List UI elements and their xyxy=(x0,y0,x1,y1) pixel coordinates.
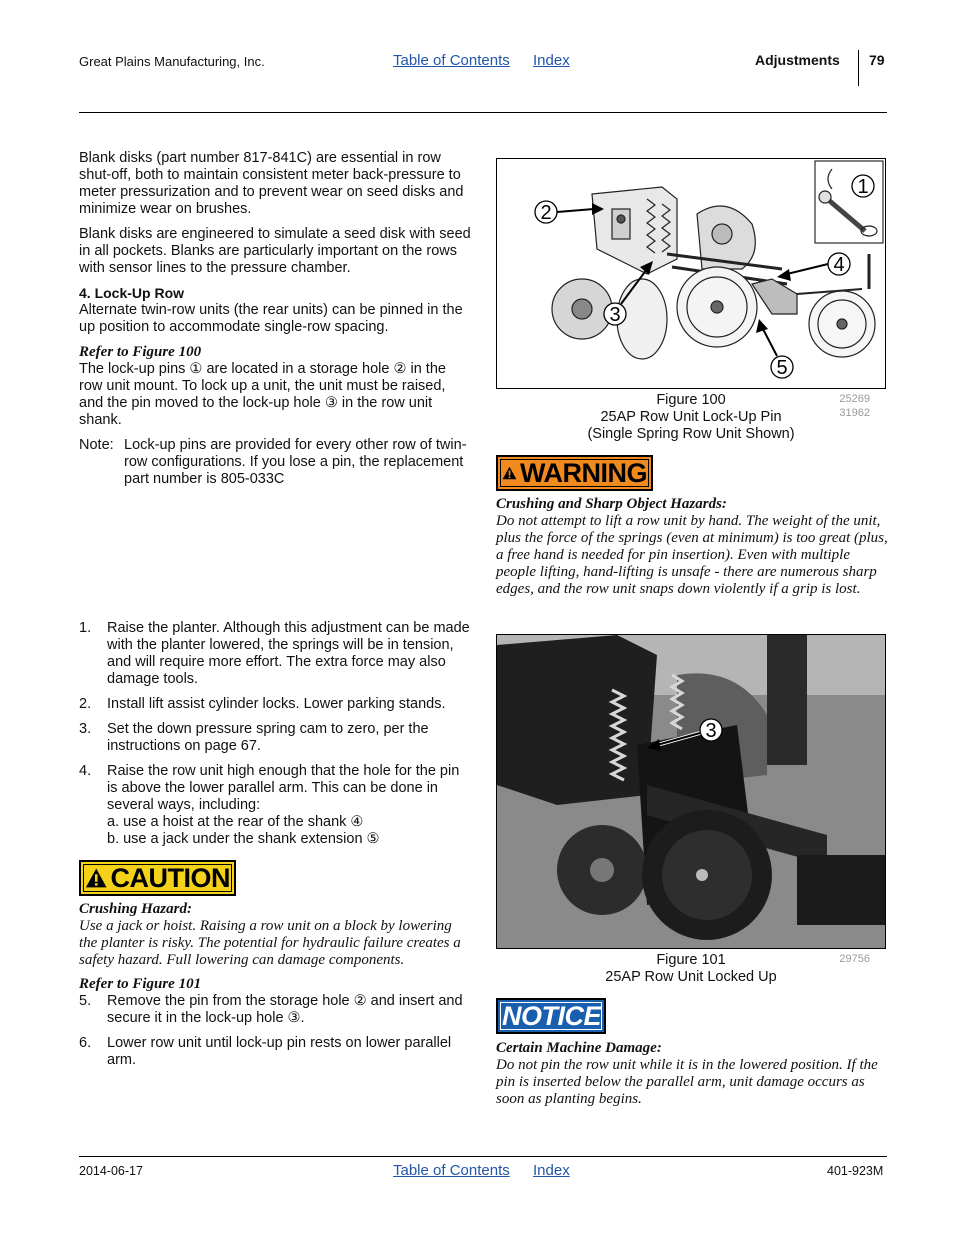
notice-title: Certain Machine Damage: xyxy=(496,1040,662,1056)
step-text: Install lift assist cylinder locks. Lower parking stands. xyxy=(107,696,446,712)
caution-label: CAUTION xyxy=(110,862,230,893)
header-toc-link[interactable]: Table of Contents xyxy=(393,52,510,69)
page-number: 79 xyxy=(869,52,885,68)
step-number: 5. xyxy=(79,993,92,1009)
callout-1 xyxy=(852,175,874,198)
step-number: 3. xyxy=(79,721,92,737)
warning-text: Do not attempt to lift a row unit by hand. The weight of the unit, plus the force of the springs (even at minimum) is too great (plus, a free hand is needed for pin insertion). Even with multiple people lifting, hand-lifting is unsafe - there are numerous sharp edges, and the row unit snaps down violently if a grip is lost. xyxy=(496,513,888,597)
refer-figure-100: Refer to Figure 100 xyxy=(79,344,202,360)
row-unit-photo xyxy=(497,635,885,948)
note-label: Note: xyxy=(79,437,114,453)
notice-text: Do not pin the row unit while it is in the lowered position. If the pin is inserted below the parallel arm, unit damage occurs as soon as planting begins. xyxy=(496,1057,878,1107)
footer-toc-link[interactable]: Table of Contents xyxy=(393,1162,510,1179)
step-text xyxy=(107,763,471,848)
warning-triangle-icon xyxy=(502,462,517,484)
lockup-row-heading: 4. Lock-Up Row xyxy=(79,285,185,301)
refer-figure-101: Refer to Figure 101 xyxy=(79,976,202,992)
step-item xyxy=(79,993,471,1027)
company-name: Great Plains Manufacturing, Inc. xyxy=(79,54,265,69)
step-item xyxy=(79,1035,471,1069)
callout-5 xyxy=(756,319,793,379)
figure-100-caption xyxy=(540,392,842,443)
steps-list xyxy=(79,620,471,848)
footer-rule xyxy=(79,1156,887,1157)
warning-triangle-icon xyxy=(85,867,108,889)
svg-text:4: 4 xyxy=(833,254,845,276)
caution-text: Use a jack or hoist. Raising a row unit on a block by lowering the planter is risky. The potential for hydraulic failure creates a safety hazard. Full lowering can damage components. xyxy=(79,918,461,968)
step-text: Raise the planter. Although this adjustment can be made with the planter lowered, the springs will be in tension, and will require more effort. The extra force may also damage tools. xyxy=(107,620,470,687)
figure-100-id-1: 25269 xyxy=(839,393,870,405)
footer-date: 2014-06-17 xyxy=(79,1164,143,1178)
header-rule xyxy=(79,112,887,113)
svg-text:3: 3 xyxy=(609,304,621,326)
caution-title: Crushing Hazard: xyxy=(79,901,192,917)
step-number: 2. xyxy=(79,696,92,712)
notice-body xyxy=(496,1040,888,1108)
figure-100-ids xyxy=(820,392,870,420)
caution-body xyxy=(79,901,471,969)
figure-100-subtitle: (Single Spring Row Unit Shown) xyxy=(587,426,795,442)
step-4-text: Raise the row unit high enough that the hole for the pin is above the lower parallel arm. This can be done in several ways, including: xyxy=(107,763,460,813)
step-number: 6. xyxy=(79,1035,92,1051)
caution-badge xyxy=(79,860,236,896)
header-divider xyxy=(858,50,859,86)
header-index-link[interactable]: Index xyxy=(533,52,570,69)
step-number: 4. xyxy=(79,763,92,779)
step-text: Set the down pressure spring cam to zero, per the instructions on page 67. xyxy=(107,721,429,754)
step-text: Lower row unit until lock-up pin rests on lower parallel arm. xyxy=(107,1035,452,1068)
svg-text:5: 5 xyxy=(776,357,788,379)
notice-badge xyxy=(496,998,606,1034)
step-item xyxy=(79,620,471,688)
figure-100-title: 25AP Row Unit Lock-Up Pin xyxy=(600,409,782,425)
warning-badge xyxy=(496,455,653,491)
callout-2 xyxy=(535,201,604,224)
figure-101-title: 25AP Row Unit Locked Up xyxy=(605,969,777,985)
steps-list-2 xyxy=(79,993,471,1069)
blank-disks-paragraph: Blank disks (part number 817-841C) are essential in row shut-off, both to maintain consistent meter back-pressure to meter pressurization and to prevent wear on seed disks and minimize wear on brushes. xyxy=(79,150,464,217)
step-4a: a. use a hoist at the rear of the shank ④ xyxy=(107,814,364,830)
warning-title: Crushing and Sharp Object Hazards: xyxy=(496,496,727,512)
lockup-intro-paragraph: Alternate twin-row units (the rear units) can be pinned in the up position to accommodate single-row spacing. xyxy=(79,302,463,335)
left-column-bottom xyxy=(79,976,471,1077)
figure-100-number: Figure 100 xyxy=(656,392,726,408)
svg-text:1: 1 xyxy=(857,176,869,198)
figure-100-id-2: 31962 xyxy=(839,407,870,419)
step-item xyxy=(79,721,471,755)
figure-101-image xyxy=(496,634,886,949)
note-text: Lock-up pins are provided for every other row of twin-row configurations. If you lose a pin, the replacement part number is 805-033C xyxy=(124,437,467,487)
note-block xyxy=(79,437,471,488)
figure-100-image xyxy=(496,158,886,389)
svg-text:2: 2 xyxy=(540,202,552,224)
step-item xyxy=(79,763,471,848)
figure-101-number: Figure 101 xyxy=(656,952,726,968)
row-unit-drawing xyxy=(497,159,885,388)
footer-doc-number: 401-923M xyxy=(827,1164,884,1178)
callout-4 xyxy=(777,253,850,281)
step-text: Remove the pin from the storage hole ② and insert and secure it in the lock-up hole ③. xyxy=(107,993,463,1026)
step-number: 1. xyxy=(79,620,92,636)
lockup-pins-paragraph: The lock-up pins ① are located in a storage hole ② in the row unit mount. To lock up a unit, the unit must be raised, and the pin moved to the lock-up hole ③ in the row unit shank. xyxy=(79,361,446,428)
figure-101-caption xyxy=(540,952,842,986)
section-title: Adjustments xyxy=(755,52,840,68)
left-column-top xyxy=(79,150,471,488)
notice-label: NOTICE xyxy=(502,1000,602,1031)
warning-body xyxy=(496,496,888,598)
blank-disks-engineered-paragraph: Blank disks are engineered to simulate a seed disk with seed in all pockets. Blanks are particularly important on the rows with sensor lines to the pressure chamber. xyxy=(79,226,471,276)
step-4b: b. use a jack under the shank extension ⑤ xyxy=(107,831,380,847)
step-item xyxy=(79,696,471,713)
svg-text:3: 3 xyxy=(705,720,717,742)
footer-index-link[interactable]: Index xyxy=(533,1162,570,1179)
warning-label: WARNING xyxy=(520,457,647,488)
left-column-steps xyxy=(79,620,471,856)
figure-101-id: 29756 xyxy=(839,953,870,965)
